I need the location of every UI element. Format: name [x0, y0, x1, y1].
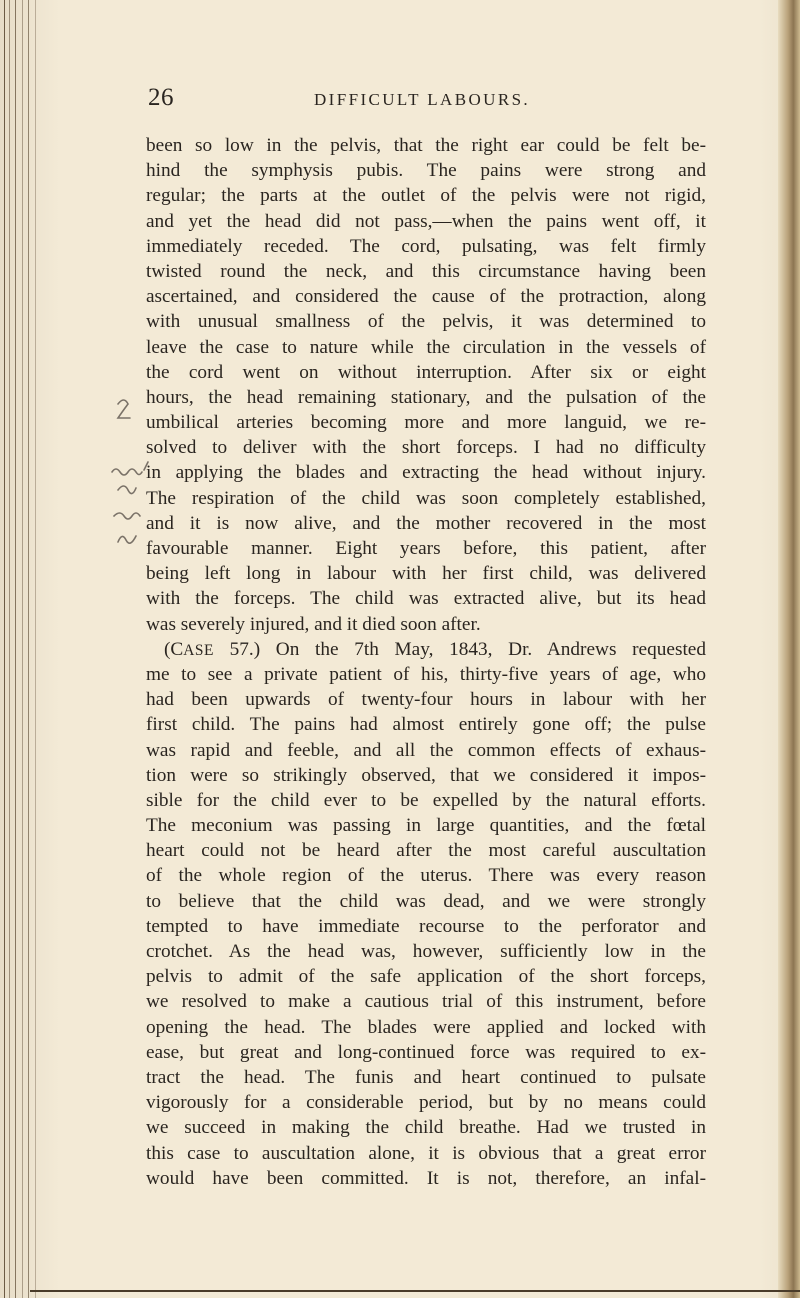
text-line: solved to deliver with the short forceps. I had no difficulty: [146, 437, 706, 459]
text-line: heart could not be heard after the most careful auscultation: [146, 840, 706, 862]
text-line: we resolved to make a cautious trial of this instrument, before: [146, 991, 706, 1013]
bottom-rule: [30, 1290, 800, 1292]
text-line: The meconium was passing in large quantities, and the fœtal: [146, 815, 706, 837]
text-line: of the whole region of the uterus. There was every reason: [146, 865, 706, 887]
text-line: crotchet. As the head was, however, sufficiently low in the: [146, 941, 706, 962]
binding-edge: [0, 0, 42, 1298]
text-line: hours, the head remaining stationary, and the pulsation of the: [146, 386, 706, 408]
text-line: vigorously for a considerable period, but by no means could: [146, 1092, 706, 1114]
text-line: to believe that the child was dead, and we were strongly: [146, 890, 706, 912]
text-line: pelvis to admit of the safe application of the short forceps,: [146, 966, 706, 988]
text-line: been so low in the pelvis, that the right ear could be felt be-: [146, 135, 706, 156]
text-line: leave the case to nature while the circulation in the vessels of: [146, 336, 706, 358]
page-edge-shadow: [778, 0, 800, 1298]
text-line: would have been committed. It is not, therefore, an infal-: [146, 1167, 706, 1189]
text-line: had been upwards of twenty-four hours in labour with her: [146, 689, 706, 711]
running-head: DIFFICULT LABOURS.: [314, 90, 531, 109]
text-line: immediately receded. The cord, pulsating, was felt firmly: [146, 235, 706, 257]
text-line: with the forceps. The child was extracted alive, but its head: [146, 588, 706, 610]
text-line: we succeed in making the child breathe. Had we trusted in: [146, 1117, 706, 1139]
text-line: me to see a private patient of his, thirty-five years of age, who: [146, 663, 706, 685]
text-line: ascertained, and considered the cause of the protraction, along: [146, 286, 706, 308]
text-line: this case to auscultation alone, it is obvious that a great error: [146, 1142, 706, 1164]
text-line: twisted round the neck, and this circumstance having been: [146, 260, 706, 282]
text-line: sible for the child ever to be expelled by the natural efforts.: [146, 789, 706, 811]
text-line: tempted to have immediate recourse to the perforator and: [146, 915, 706, 937]
text-line: opening the head. The blades were applied and locked with: [146, 1016, 706, 1038]
text-line: with unusual smallness of the pelvis, it was determined to: [146, 311, 706, 333]
text-line: ease, but great and long-continued force was required to ex-: [146, 1041, 706, 1063]
text-line: and it is now alive, and the mother recovered in the most: [146, 512, 706, 534]
text-line: regular; the parts at the outlet of the pelvis were not rigid,: [146, 185, 706, 207]
text-line: was severely injured, and it died soon after.: [146, 613, 481, 635]
text-line: first child. The pains had almost entirely gone off; the pulse: [146, 714, 706, 736]
text-line: hind the symphysis pubis. The pains were strong and: [146, 160, 706, 182]
text-line: and yet the head did not pass,—when the pains went off, it: [146, 210, 706, 232]
text-line: (CASE 57.) On the 7th May, 1843, Dr. Andrews requested: [164, 638, 706, 660]
page-number: 26: [148, 84, 174, 111]
text-line: in applying the blades and extracting the head without injury.: [146, 462, 706, 484]
text-line: being left long in labour with her first child, was delivered: [146, 563, 706, 585]
text-line: tion were so strikingly observed, that we considered it impos-: [146, 764, 706, 786]
text-line: tract the head. The funis and heart continued to pulsate: [146, 1066, 706, 1088]
text-line: favourable manner. Eight years before, this patient, after: [146, 538, 706, 559]
text-line: umbilical arteries becoming more and more languid, we re-: [146, 412, 706, 434]
page-header: [0, 84, 800, 124]
body-text: [146, 133, 706, 1191]
text-line: The respiration of the child was soon completely established,: [146, 487, 706, 509]
text-line: the cord went on without interruption. After six or eight: [146, 361, 706, 383]
text-line: was rapid and feeble, and all the common effects of exhaus-: [146, 739, 706, 761]
